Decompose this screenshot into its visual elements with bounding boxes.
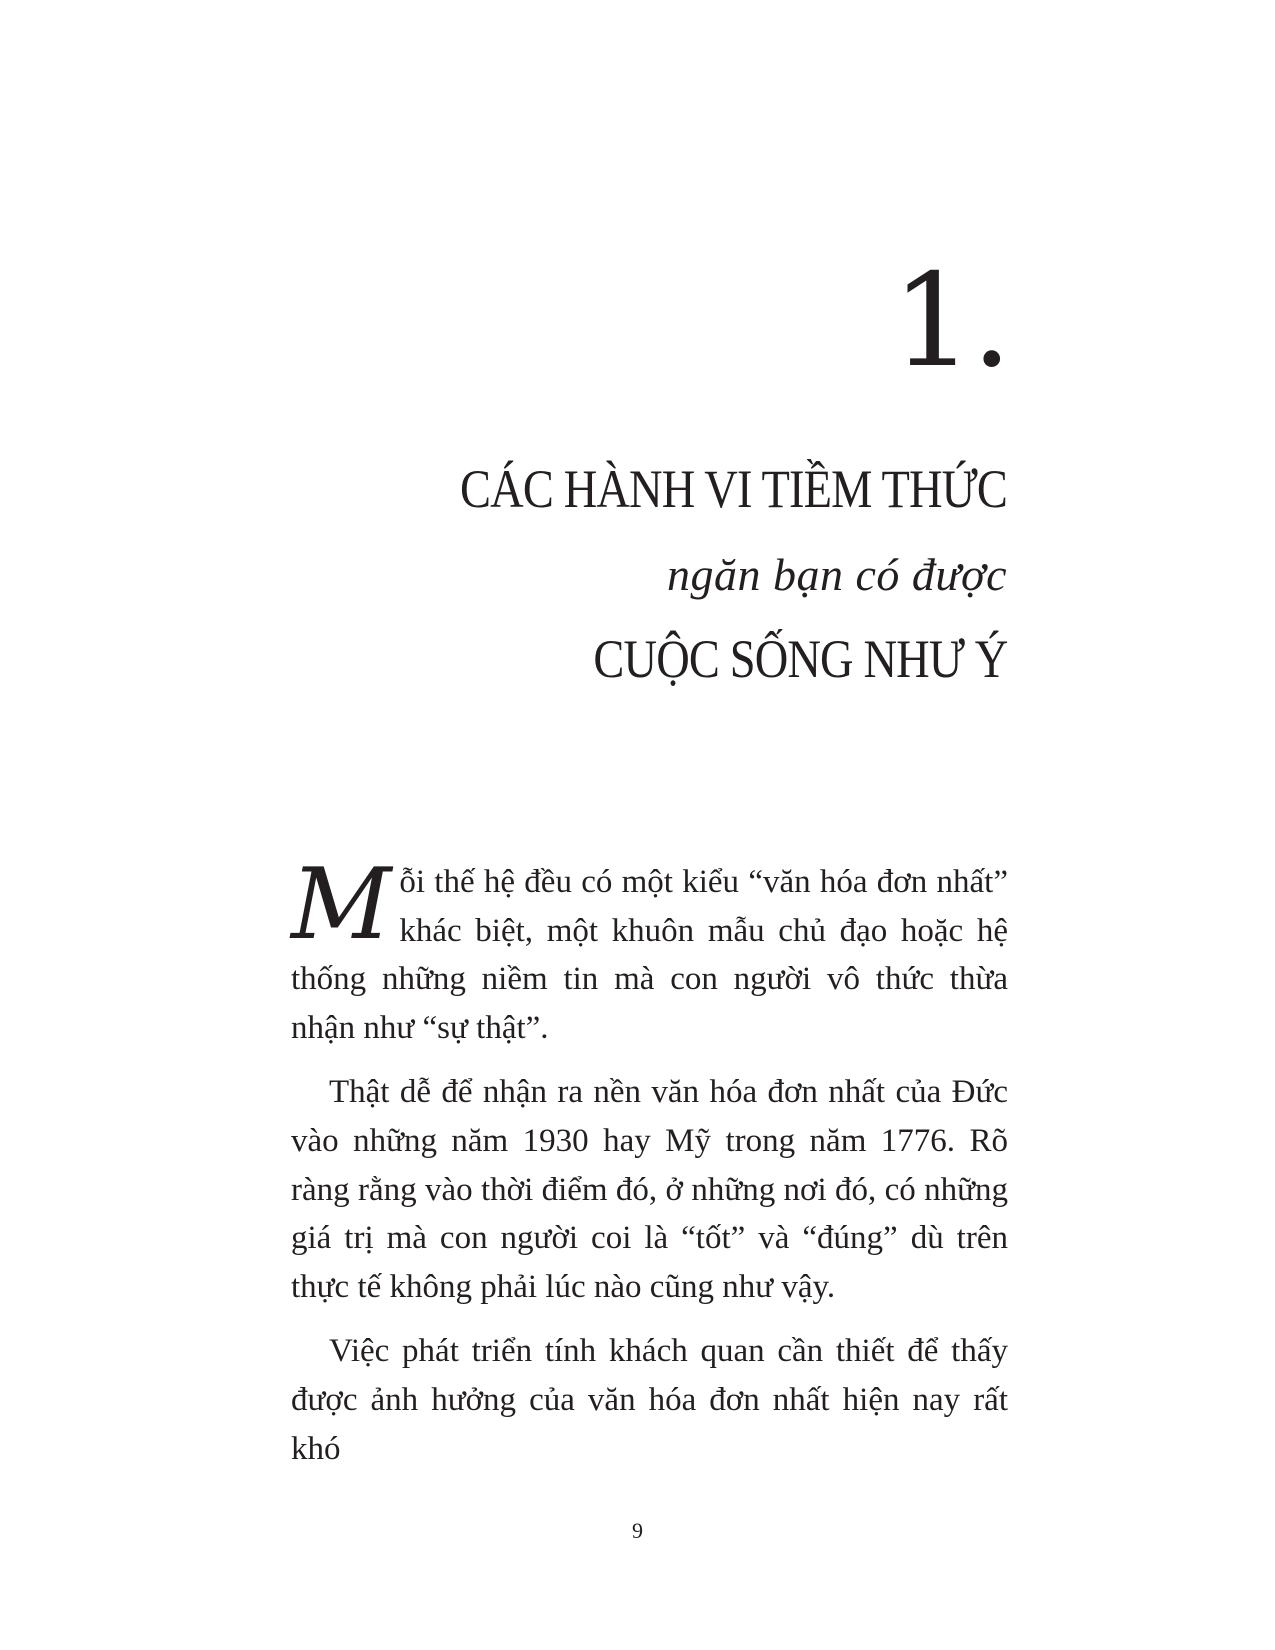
chapter-title-line-3: CUỘC SỐNG NHƯ Ý bbox=[592, 629, 1007, 689]
page-number: 9 bbox=[632, 1518, 643, 1543]
chapter-number: 1. bbox=[891, 247, 1010, 396]
paragraph-2: Thật dễ để nhận ra nền văn hóa đơn nhất của Đức vào những năm 1930 hay Mỹ trong năm 1776. Rõ ràng rằng vào thời điểm đó, ở những nơi đó, có những giá trị mà con người coi là “tốt” và “đúng” dù trên thực tế không phải lúc nào cũng như vậy. bbox=[291, 1074, 1008, 1305]
chapter-title-line-1: CÁC HÀNH VI TIỀM THỨC bbox=[460, 459, 1007, 519]
chapter-title-line-2: ngăn bạn có được bbox=[667, 549, 1007, 600]
paragraph-1 bbox=[291, 848, 1008, 1052]
body-text bbox=[291, 848, 1008, 1489]
paragraph-3: Việc phát triển tính khách quan cần thiết để thấy được ảnh hưởng của văn hóa đơn nhất hiện nay rất khó bbox=[291, 1333, 1008, 1467]
drop-cap: M bbox=[291, 848, 392, 962]
paragraph-1-text: ỗi thế hệ đều có một kiểu “văn hóa đơn nhất” khác biệt, một khuôn mẫu chủ đạo hoặc hệ thống những niềm tin mà con người vô thức thừa nhận như “sự thật”. bbox=[291, 864, 1008, 1046]
